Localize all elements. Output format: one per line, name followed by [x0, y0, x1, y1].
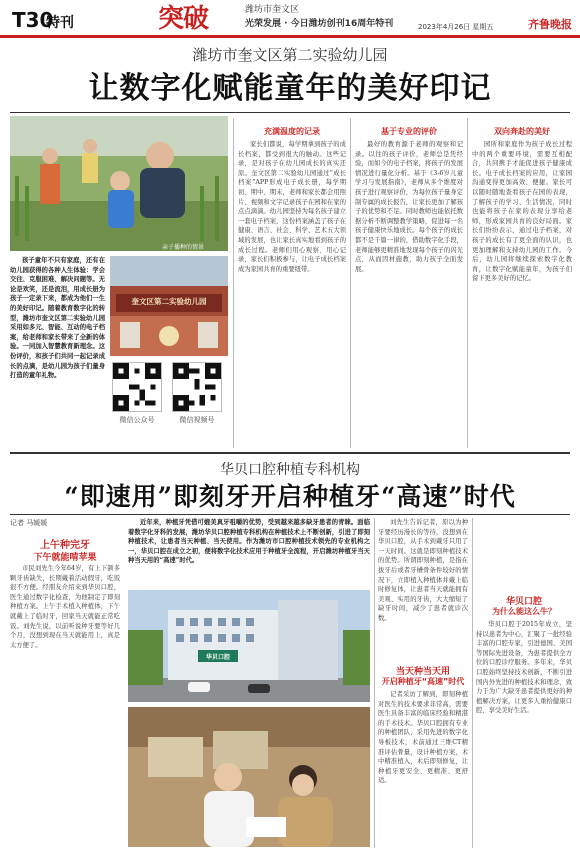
section-name: 特刊: [46, 15, 74, 31]
column-rule: [350, 118, 351, 448]
issue-date: 2023年4月26日 星期五: [418, 23, 494, 31]
article1-col3: 园所和家庭作为孩子成长过程中的两个重要环境，需要互相配合，共同携手才能促进孩子健康成长。电子成长档案的应用，让家园沟通变得更加高效、便捷。家长可以随时随地查看孩子在园的表现，了解孩子的学习、生活情况，同时也能将孩子在家的表现分享给老师，形成家园共育的良好局面。家长们纷纷表示，通过电子档案，对孩子的成长有了更全面的认识，也更加理解和支持幼儿园的工作。今后，幼儿园将继续探索数字化教育，让数字化赋能童年，为孩子们留下更多美好的记忆。: [472, 141, 572, 283]
column-rule: [472, 518, 473, 848]
article2-title: “即速用”即刻牙开启种植牙“高速”时代: [64, 482, 516, 511]
subhead-same-day: 当天种当天用: [395, 667, 450, 677]
article2-col3: 记者采访了解到，即刻种植对医生的技术要求非常高，需要医生具备丰富的临床经验和精湛的手术技术。华贝口腔拥有专业的种植团队，采用先进的数字化导板技术，术前通过三维CT精准评估骨量，设计种植方案，术中精准植入，术后即刻修复，让种植牙更安全、更精准、更舒适。: [378, 691, 468, 785]
subhead-afternoon-apple: 下午就能啃苹果: [33, 553, 97, 563]
subhead-high-speed: 开启种植牙“高速”时代: [381, 677, 465, 686]
article1-title: 让数字化赋能童年的美好印记: [88, 71, 492, 106]
section-heading-professional-eval: 基于专业的评价: [381, 127, 437, 136]
wechat-account-qr[interactable]: [112, 362, 162, 412]
newspaper-name: 齐鲁晚报: [528, 18, 572, 31]
article1-col1: 家长们都说，每学期拿到孩子的成长档案，都受到很大的触动。这些记录，是对孩子在幼儿园成长的真实还原。奎文区第二实验幼儿园通过“成长档案”APP形成电子成长册，每学期初、期中、期末，老师和家长都会用照片、视频和文字记录孩子在园和在家的点点滴滴。幼儿园坚持为每名孩子建立一套电子档案，这份档案涵盖了孩子在健康、语言、社会、科学、艺术五大领域的发展，也让家长真实地看到孩子的成长过程。老师们用心观察、用心记录，家长们积极参与，让电子成长档案成为家园共育的重要纽带。: [238, 141, 346, 273]
school-sign: 奎文区第二实验幼儿园: [131, 297, 207, 306]
article2-col1: 市民刘先生今年64岁，有上下颌多颗牙齿缺失，长期戴着活动假牙，吃饭很不方便。经朋友介绍来到华贝口腔，医生通过数字化检查，为他制定了即刻种植方案。上午手术植入种植体，下午就戴上了临时牙，回家当天就能正常吃饭。刘先生说，以前听说种牙要等好几个月，没想到现在当天就能用上，真是太方便了。: [10, 565, 120, 649]
page-number: T30: [12, 8, 54, 32]
column-rule: [233, 118, 234, 448]
article-separator: [10, 452, 570, 454]
subhead-huabei: 华贝口腔: [505, 597, 542, 607]
article2-lead: 近年来，种植牙凭借可媲美真牙咀嚼的优势，受到越来越多缺牙患者的青睐。面临着数字化牙科的发展，潍坊华贝口腔种植专科机构在种植技术上不断创新，引进了即刻种植技术，让患者当天种植、当天使用。作为潍坊市口腔种植技术领先的专业机构之一，华贝口腔在成立之初，便将数字化技术应用于种植牙全流程，开启潍坊种植牙当天种当天用的“高速”时代。: [128, 519, 370, 565]
article1-kicker: 潍坊市奎文区第二实验幼儿园: [192, 46, 388, 64]
section-heading-mutual-beauty: 双向奔赴的美好: [494, 127, 550, 136]
divider: [10, 514, 570, 515]
doctor-consultation-photo: [128, 707, 370, 847]
brand-tagline: 潍坊市奎文区: [245, 5, 300, 15]
brand-tagline-2: 光荣发展 · 今日潍坊创刊16周年特刊: [245, 19, 394, 29]
section-heading-warm-record: 充满温度的记录: [264, 127, 320, 136]
article2-col2: 刘先生告诉记者，原以为种牙要经历漫长的等待，没想到在华贝口腔，从手术到戴牙只用了一天时间。这就是即刻种植技术的优势。所谓即刻种植，是指在拔牙后或者牙槽骨条件较好的情况下，立即植入种植体并戴上临时修复体，让患者当天就能拥有美观、实用的牙齿，大大缩短了缺牙时间，减少了患者就诊次数。: [378, 519, 468, 622]
subhead-morning-implant: 上午种完牙: [40, 540, 90, 551]
brand-title: 突破: [158, 4, 209, 34]
hospital-sign: 华贝口腔: [205, 654, 230, 661]
subhead-why: 为什么能这么牛？: [492, 607, 556, 616]
article1-col2: 最好的教育源于老师的观察和记录。以往的孩子评价，老师总是凭经验，而如今的电子档案，将孩子的发展情况进行量化分析。基于《3-6岁儿童学习与发展指南》，老师从多个维度对孩子进行观察评价，为每位孩子量身定制专属的成长报告，让家长更加了解孩子的优势和不足。同时教师也能依托数据分析不断调整教学策略，促进每一名孩子健康快乐地成长。每个孩子的成长都不是千篇一律的，借助数字化手段，老师能够更精准地发现每个孩子的闪光点，从而因材施教，助力孩子全面发展。: [355, 141, 463, 273]
qr1-caption: 微信公众号: [119, 416, 155, 424]
article2-kicker: 华贝口腔种植专科机构: [220, 462, 360, 478]
kids-planting-photo: [10, 116, 228, 251]
article2-col4-top: [476, 518, 572, 588]
article2-col4: 华贝口腔于2015年成立，坚持以患者为中心，汇聚了一批经验丰富的口腔专家，引进德国、美国等国际先进设备，为患者提供全方位的口腔诊疗服务。多年来，华贝口腔始终坚持技术创新，不断引进国内外先进的种植技术和理念，致力于为广大缺牙患者提供更好的种植解决方案，让更多人重拾健康口腔，享受美好生活。: [476, 621, 572, 715]
photo-caption: 亲子播种的情景: [162, 244, 205, 251]
article1-intro: 孩子童年不只有家庭，还有在幼儿园获得的各种人生体验：学会交往、克服困难、解决问题等。无论是欢笑，还是流泪，用成长册为孩子一定录下来，都成为他们一生的美好印记。随着教育数字化的转型，潍坊市奎文区第二实验幼儿园采用如多元、智能、互动的电子档案，给老师和家长带来了全新的体验。一同加入智慧教育新理念。这份评价，和孩子们共同一起记录成长的点滴，是幼儿园为孩子们量身打造的童年礼物。: [10, 257, 105, 380]
qr2-caption: 微信视频号: [179, 416, 215, 424]
divider: [10, 112, 570, 113]
reporter-byline: 记者 马媛媛: [10, 519, 48, 527]
wechat-video-qr[interactable]: [172, 362, 222, 412]
clinic-building-photo: [128, 590, 370, 702]
column-rule: [374, 518, 375, 848]
column-rule: [467, 118, 468, 448]
